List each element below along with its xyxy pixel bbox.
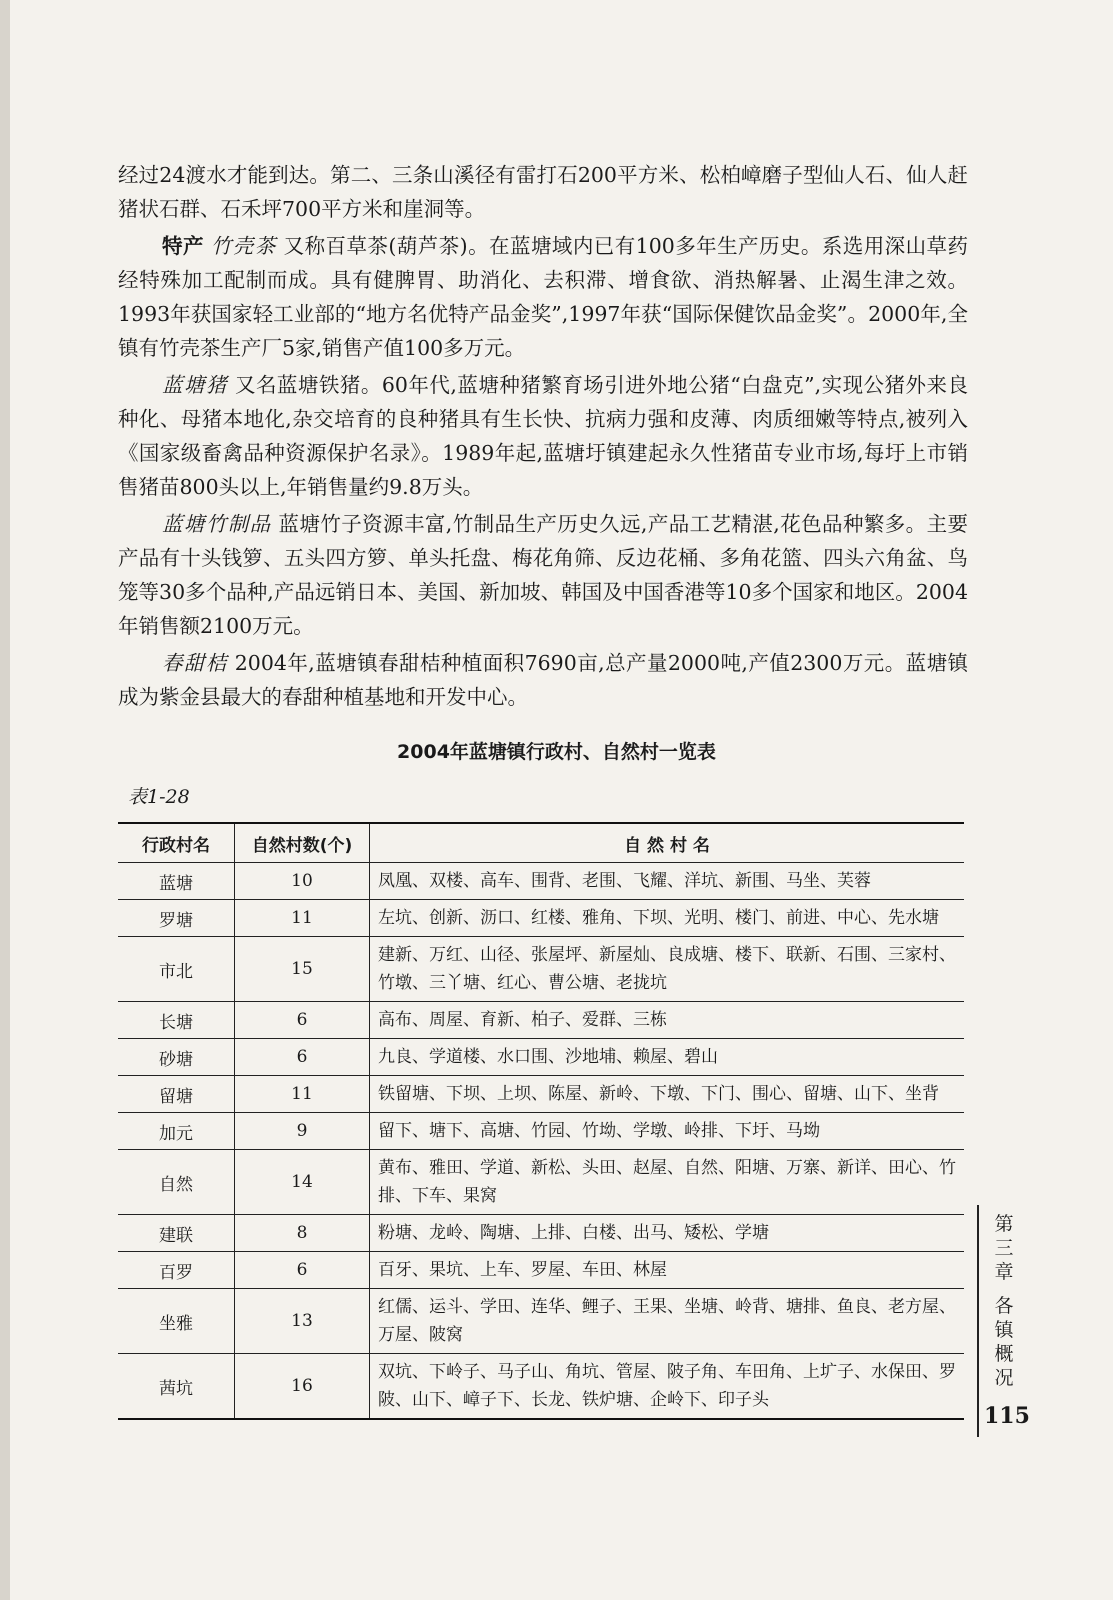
village-names: 铁留塘、下坝、上坝、陈屋、新岭、下墩、下门、围心、留塘、山下、坐背 [370, 1076, 965, 1113]
paragraph-bamboo-products [118, 507, 968, 643]
village-names: 凤凰、双楼、高车、围背、老围、飞耀、洋坑、新围、马坐、芙蓉 [370, 863, 965, 900]
paragraph-mountain-stream [118, 158, 968, 226]
village-names: 九良、学道楼、水口围、沙地埔、赖屋、碧山 [370, 1039, 965, 1076]
village-count: 14 [235, 1150, 370, 1215]
chapter-char: 第 [994, 1213, 1014, 1235]
village-names: 百牙、果坑、上车、罗屋、车田、林屋 [370, 1252, 965, 1289]
paragraph-spring-orange [118, 646, 968, 714]
village-count: 15 [235, 937, 370, 1002]
paragraph-text: 经过24渡水才能到达。第二、三条山溪径有雷打石200平方米、松柏嶂磨子型仙人石、仙人赶猪状石群、石禾坪700平方米和崖洞等。 [118, 163, 968, 221]
table-row [118, 937, 964, 1002]
chapter-char: 镇 [994, 1319, 1014, 1341]
table-row [118, 1354, 964, 1420]
village-names: 留下、塘下、高塘、竹园、竹坳、学墩、岭排、下圩、马坳 [370, 1113, 965, 1150]
paragraph-text: 又名蓝塘铁猪。60年代,蓝塘种猪繁育场引进外地公猪“白盘克”,实现公猪外来良种化、母猪本地化,杂交培育的良种猪具有生长快、抗病力强和皮薄、肉质细嫩等特点,被列入《国家级畜禽品种资源保护名录》。1989年起,蓝塘圩镇建起永久性猪苗专业市场,每圩上市销售猪苗800头以上,年销售量约9.8万头。 [118, 373, 968, 499]
village-names: 粉塘、龙岭、陶塘、上排、白楼、出马、矮松、学塘 [370, 1215, 965, 1252]
header-admin-village: 行政村名 [118, 823, 235, 863]
table-row [118, 1002, 964, 1039]
village-count: 6 [235, 1252, 370, 1289]
admin-village: 建联 [118, 1215, 235, 1252]
table-row [118, 1289, 964, 1354]
chapter-side-label [993, 1212, 1015, 1390]
table-row [118, 1215, 964, 1252]
village-names: 黄布、雅田、学道、新松、头田、赵屋、自然、阳塘、万寨、新详、田心、竹排、下车、果窝 [370, 1150, 965, 1215]
village-count: 6 [235, 1002, 370, 1039]
village-count: 13 [235, 1289, 370, 1354]
header-village-names: 自 然 村 名 [370, 823, 965, 863]
table-row [118, 863, 964, 900]
chapter-char: 各 [994, 1295, 1014, 1317]
paragraph-text: 2004年,蓝塘镇春甜桔种植面积7690亩,总产量2000吨,产值2300万元。蓝塘镇成为紫金县最大的春甜种植基地和开发中心。 [118, 651, 968, 709]
header-village-count: 自然村数(个) [235, 823, 370, 863]
section-heading-specialties: 特产 [162, 234, 204, 258]
table-row [118, 1252, 964, 1289]
paragraph-lantang-pig [118, 368, 968, 504]
chapter-side-rule [977, 1205, 979, 1437]
admin-village: 市北 [118, 937, 235, 1002]
admin-village: 自然 [118, 1150, 235, 1215]
village-count: 16 [235, 1354, 370, 1420]
subheading-bamboo-tea: 竹壳茶 [210, 234, 277, 258]
paragraph-text: 蓝塘竹子资源丰富,竹制品生产历史久远,产品工艺精湛,花色品种繁多。主要产品有十头钱箩、五头四方箩、单头托盘、梅花角筛、反边花桶、多角花篮、四头六角盆、鸟笼等30多个品种,产品远销日本、美国、新加坡、韩国及中国香港等10多个国家和地区。2004年销售额2100万元。 [118, 512, 968, 638]
village-count: 6 [235, 1039, 370, 1076]
table-row [118, 1113, 964, 1150]
table-row [118, 900, 964, 937]
village-count: 10 [235, 863, 370, 900]
chapter-char: 章 [994, 1261, 1014, 1283]
village-count: 11 [235, 900, 370, 937]
table-title: 2004年蓝塘镇行政村、自然村一览表 [397, 741, 716, 763]
page-number: 115 [984, 1403, 1030, 1429]
subheading-lantang-pig: 蓝塘猪 [162, 373, 228, 397]
chapter-spacer [993, 1284, 1015, 1294]
village-count: 8 [235, 1215, 370, 1252]
chapter-char: 概 [994, 1343, 1014, 1365]
table-header-row [118, 823, 964, 863]
body-text [118, 158, 968, 717]
village-count: 9 [235, 1113, 370, 1150]
admin-village: 罗塘 [118, 900, 235, 937]
village-names: 双坑、下岭子、马子山、角坑、管屋、陂子角、车田角、上圹子、水保田、罗陂、山下、嶂子下、长龙、铁炉塘、企岭下、印子头 [370, 1354, 965, 1420]
page-edge-shadow [0, 0, 10, 1600]
paragraph-text: 又称百草茶(葫芦茶)。在蓝塘域内已有100多年生产历史。系选用深山草药经特殊加工配制而成。具有健脾胃、助消化、去积滞、增食欲、消热解暑、止渴生津之效。1993年获国家轻工业部的“地方名优特产品金奖”,1997年获“国际保健饮品金奖”。2000年,全镇有竹壳茶生产厂5家,销售产值100多万元。 [118, 234, 968, 360]
table-row [118, 1076, 964, 1113]
admin-village: 蓝塘 [118, 863, 235, 900]
table-row [118, 1039, 964, 1076]
village-names: 建新、万红、山径、张屋坪、新屋灿、良成塘、楼下、联新、石围、三家村、竹墩、三丫塘、红心、曹公塘、老拢坑 [370, 937, 965, 1002]
admin-village: 坐雅 [118, 1289, 235, 1354]
admin-village: 砂塘 [118, 1039, 235, 1076]
admin-village: 茜坑 [118, 1354, 235, 1420]
table-label: 表1-28 [128, 786, 190, 808]
paragraph-bamboo-tea [118, 229, 968, 365]
villages-table [118, 822, 964, 1420]
village-names: 红儒、运斗、学田、连华、鲤子、王果、坐塘、岭背、塘排、鱼良、老方屋、万屋、陂窝 [370, 1289, 965, 1354]
subheading-bamboo-products: 蓝塘竹制品 [162, 512, 272, 536]
subheading-spring-orange: 春甜桔 [162, 651, 228, 675]
admin-village: 长塘 [118, 1002, 235, 1039]
chapter-char: 三 [994, 1237, 1014, 1259]
village-names: 高布、周屋、育新、柏子、爱群、三栋 [370, 1002, 965, 1039]
table-row [118, 1150, 964, 1215]
village-names: 左坑、创新、沥口、红楼、雅角、下坝、光明、楼门、前进、中心、先水塘 [370, 900, 965, 937]
chapter-char: 况 [994, 1367, 1014, 1389]
admin-village: 百罗 [118, 1252, 235, 1289]
admin-village: 留塘 [118, 1076, 235, 1113]
village-count: 11 [235, 1076, 370, 1113]
admin-village: 加元 [118, 1113, 235, 1150]
